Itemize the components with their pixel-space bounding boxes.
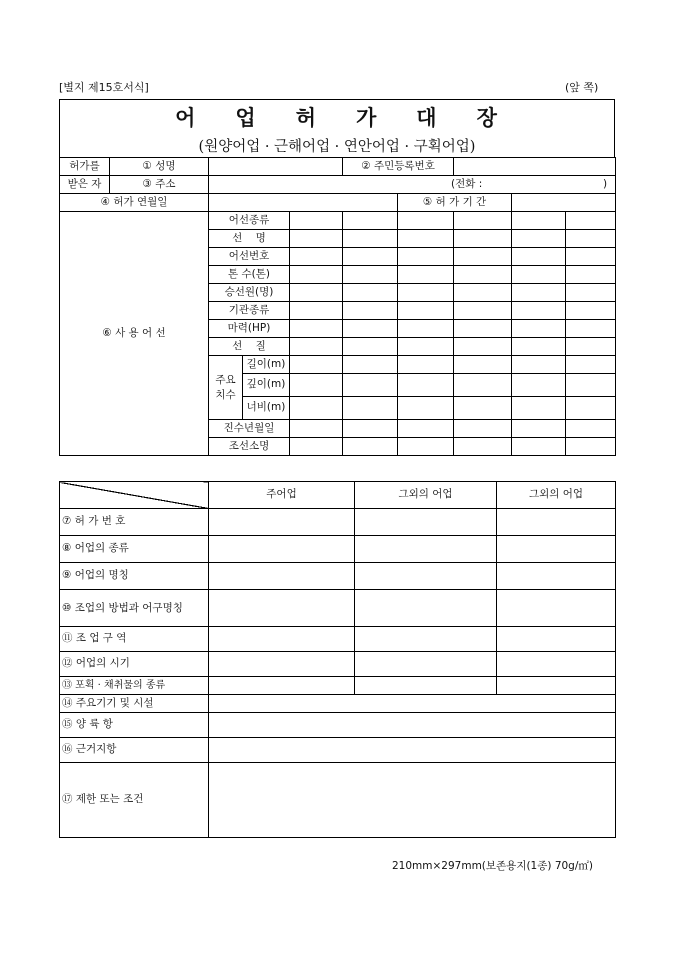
- vessel-cell[interactable]: [290, 284, 343, 302]
- vessel-cell[interactable]: [566, 230, 616, 248]
- restriction-field[interactable]: [209, 763, 616, 838]
- vessel-cell[interactable]: [454, 338, 512, 356]
- title-char: 허: [295, 105, 318, 130]
- vessel-cell[interactable]: [343, 438, 398, 456]
- vessel-cell[interactable]: [454, 356, 512, 374]
- vessel-cell[interactable]: [398, 284, 454, 302]
- vessel-cell[interactable]: [398, 320, 454, 338]
- vessel-cell[interactable]: [566, 302, 616, 320]
- vessel-cell[interactable]: [290, 320, 343, 338]
- dimension-group-label: [209, 356, 243, 420]
- vessel-cell[interactable]: [566, 248, 616, 266]
- vessel-row-label: 선 질: [209, 338, 290, 356]
- title-char: 가: [356, 105, 379, 130]
- vessel-cell[interactable]: [454, 438, 512, 456]
- title-box: [59, 99, 615, 157]
- vessel-cell[interactable]: [290, 266, 343, 284]
- vessel-cell[interactable]: [512, 302, 566, 320]
- vessel-cell[interactable]: [566, 356, 616, 374]
- vessel-cell[interactable]: [398, 356, 454, 374]
- fishery-cell[interactable]: [209, 563, 355, 590]
- vessel-cell[interactable]: [512, 438, 566, 456]
- rrn-field[interactable]: [454, 158, 616, 176]
- vessel-cell[interactable]: [398, 374, 454, 397]
- vessel-cell[interactable]: [512, 266, 566, 284]
- equipment-field[interactable]: [209, 695, 616, 713]
- vessel-section-label: ⑥ 사 용 어 선: [60, 212, 209, 456]
- permit-date-field[interactable]: [209, 194, 398, 212]
- vessel-cell[interactable]: [566, 266, 616, 284]
- vessel-row-label: 선 명: [209, 230, 290, 248]
- fishery-cell[interactable]: [497, 590, 616, 627]
- vessel-cell[interactable]: [566, 284, 616, 302]
- vessel-cell[interactable]: [343, 248, 398, 266]
- vessel-row-label: 기관종류: [209, 302, 290, 320]
- fishery-cell[interactable]: [497, 536, 616, 563]
- vessel-cell[interactable]: [290, 420, 343, 438]
- dimension-label: 깊이(m): [243, 374, 290, 397]
- landing-port-label: ⑮ 양 륙 항: [60, 713, 209, 738]
- fishery-cell[interactable]: [355, 652, 497, 677]
- vessel-cell[interactable]: [343, 302, 398, 320]
- method-label: ⑩ 조업의 방법과 어구명칭: [60, 590, 209, 627]
- vessel-cell[interactable]: [454, 374, 512, 397]
- permit-date-label: ④ 허가 연월일: [60, 194, 209, 212]
- fishery-table: [59, 481, 616, 838]
- fishery-cell[interactable]: [209, 590, 355, 627]
- fishery-cell[interactable]: [497, 677, 616, 695]
- fishery-cell[interactable]: [355, 677, 497, 695]
- vessel-cell[interactable]: [512, 338, 566, 356]
- applicant-label-1: 허가를: [60, 158, 110, 176]
- fishery-header: 그외의 어업: [355, 482, 497, 509]
- vessel-cell[interactable]: [454, 302, 512, 320]
- vessel-cell[interactable]: [398, 302, 454, 320]
- vessel-cell[interactable]: [566, 374, 616, 397]
- fishery-cell[interactable]: [497, 563, 616, 590]
- vessel-cell[interactable]: [512, 230, 566, 248]
- vessel-cell[interactable]: [343, 266, 398, 284]
- vessel-row-label: 어선종류: [209, 212, 290, 230]
- page-side: (앞 쪽): [565, 81, 599, 94]
- vessel-cell[interactable]: [454, 266, 512, 284]
- address-field[interactable]: [209, 176, 616, 194]
- vessel-cell[interactable]: [398, 338, 454, 356]
- vessel-cell[interactable]: [398, 420, 454, 438]
- vessel-cell[interactable]: [290, 212, 343, 230]
- phone-close: ): [602, 177, 608, 190]
- fishery-cell[interactable]: [209, 677, 355, 695]
- vessel-row-label: 조선소명: [209, 438, 290, 456]
- address-label: ③ 주소: [110, 176, 209, 194]
- dimension-label: 너비(m): [243, 397, 290, 420]
- title-char: 대: [416, 105, 439, 130]
- vessel-cell[interactable]: [343, 420, 398, 438]
- form-title: [60, 102, 614, 132]
- paper-spec: 210mm×297mm(보존용지(1종) 70g/㎡): [392, 860, 593, 872]
- vessel-cell[interactable]: [512, 374, 566, 397]
- vessel-cell[interactable]: [566, 338, 616, 356]
- vessel-cell[interactable]: [398, 230, 454, 248]
- fishery-cell[interactable]: [355, 563, 497, 590]
- diagonal-header-cell: [60, 482, 209, 509]
- vessel-cell[interactable]: [398, 266, 454, 284]
- name-label: ① 성명: [110, 158, 209, 176]
- applicant-vessel-table: [59, 157, 616, 456]
- vessel-cell[interactable]: [454, 284, 512, 302]
- vessel-cell[interactable]: [512, 284, 566, 302]
- vessel-cell[interactable]: [398, 397, 454, 420]
- vessel-cell[interactable]: [566, 438, 616, 456]
- phone-label: (전화 :: [451, 177, 483, 190]
- vessel-cell[interactable]: [512, 420, 566, 438]
- vessel-cell[interactable]: [566, 420, 616, 438]
- vessel-cell[interactable]: [290, 374, 343, 397]
- vessel-cell[interactable]: [512, 212, 566, 230]
- home-port-label: ⑯ 근거지항: [60, 738, 209, 763]
- vessel-cell[interactable]: [512, 397, 566, 420]
- vessel-cell[interactable]: [454, 248, 512, 266]
- dimension-label: 길이(m): [243, 356, 290, 374]
- vessel-row-label: 승선원(명): [209, 284, 290, 302]
- title-char: 장: [476, 105, 499, 130]
- vessel-cell[interactable]: [343, 374, 398, 397]
- fishery-cell[interactable]: [497, 509, 616, 536]
- title-char: 어: [175, 105, 198, 130]
- season-label: ⑫ 어업의 시기: [60, 652, 209, 677]
- vessel-cell[interactable]: [566, 212, 616, 230]
- vessel-row-label: 어선번호: [209, 248, 290, 266]
- dimension-group-label-1: 주요: [215, 374, 236, 387]
- vessel-cell[interactable]: [566, 320, 616, 338]
- catch-label: ⑬ 포획 · 채취물의 종류: [60, 677, 209, 695]
- vessel-cell[interactable]: [343, 397, 398, 420]
- vessel-cell[interactable]: [290, 338, 343, 356]
- fishery-cell[interactable]: [355, 627, 497, 652]
- vessel-cell[interactable]: [343, 230, 398, 248]
- vessel-cell[interactable]: [343, 284, 398, 302]
- vessel-cell[interactable]: [566, 397, 616, 420]
- vessel-cell[interactable]: [343, 356, 398, 374]
- fishery-header: 주어업: [209, 482, 355, 509]
- restriction-label: ⑰ 제한 또는 조건: [60, 763, 209, 838]
- name-field[interactable]: [209, 158, 343, 176]
- vessel-cell[interactable]: [454, 397, 512, 420]
- rrn-label: ② 주민등록번호: [343, 158, 454, 176]
- vessel-cell[interactable]: [454, 320, 512, 338]
- vessel-cell[interactable]: [290, 356, 343, 374]
- vessel-cell[interactable]: [343, 320, 398, 338]
- fishery-cell[interactable]: [209, 509, 355, 536]
- fishery-type-label: ⑧ 어업의 종류: [60, 536, 209, 563]
- permit-period-label: ⑤ 허 가 기 간: [398, 194, 512, 212]
- form-subtitle: (원양어업 · 근해어업 · 연안어업 · 구획어업): [198, 139, 476, 155]
- landing-port-field[interactable]: [209, 713, 616, 738]
- fishery-cell[interactable]: [497, 652, 616, 677]
- permit-period-field[interactable]: [512, 194, 616, 212]
- fishery-cell[interactable]: [209, 627, 355, 652]
- fishery-cell[interactable]: [497, 627, 616, 652]
- vessel-row-label: 마력(HP): [209, 320, 290, 338]
- vessel-cell[interactable]: [290, 248, 343, 266]
- fishery-cell[interactable]: [209, 536, 355, 563]
- permit-number-label: ⑦ 허 가 번 호: [60, 509, 209, 536]
- fishery-cell[interactable]: [355, 536, 497, 563]
- vessel-cell[interactable]: [454, 230, 512, 248]
- vessel-cell[interactable]: [290, 397, 343, 420]
- area-label: ⑪ 조 업 구 역: [60, 627, 209, 652]
- vessel-cell[interactable]: [398, 212, 454, 230]
- vessel-cell[interactable]: [398, 248, 454, 266]
- vessel-cell[interactable]: [512, 356, 566, 374]
- vessel-cell[interactable]: [290, 438, 343, 456]
- form-number: [별지 제15호서식]: [59, 81, 149, 94]
- vessel-row-label: 진수년월일: [209, 420, 290, 438]
- fishery-name-label: ⑨ 어업의 명칭: [60, 563, 209, 590]
- fishery-cell[interactable]: [355, 590, 497, 627]
- vessel-cell[interactable]: [398, 438, 454, 456]
- home-port-field[interactable]: [209, 738, 616, 763]
- vessel-row-label: 톤 수(톤): [209, 266, 290, 284]
- vessel-cell[interactable]: [343, 212, 398, 230]
- vessel-cell[interactable]: [290, 302, 343, 320]
- vessel-cell[interactable]: [343, 338, 398, 356]
- vessel-cell[interactable]: [512, 248, 566, 266]
- vessel-cell[interactable]: [454, 420, 512, 438]
- equipment-label: ⑭ 주요기기 및 시설: [60, 695, 209, 713]
- vessel-cell[interactable]: [454, 212, 512, 230]
- vessel-cell[interactable]: [512, 320, 566, 338]
- fishery-cell[interactable]: [355, 509, 497, 536]
- applicant-label-2: 받은 자: [60, 176, 110, 194]
- dimension-group-label-2: 치수: [215, 388, 236, 401]
- fishery-header: 그외의 어업: [497, 482, 616, 509]
- vessel-cell[interactable]: [290, 230, 343, 248]
- title-char: 업: [235, 105, 258, 130]
- fishery-cell[interactable]: [209, 652, 355, 677]
